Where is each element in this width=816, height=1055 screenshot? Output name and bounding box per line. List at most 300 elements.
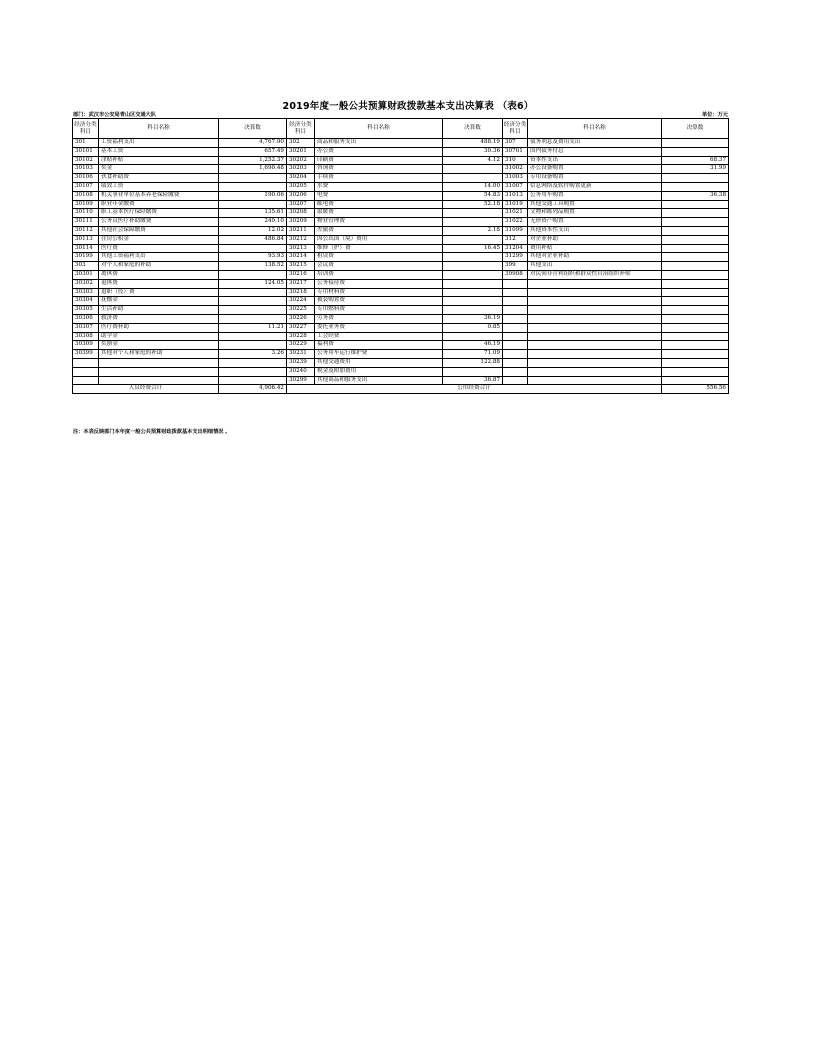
header-amount-1: 决算数 <box>219 119 287 139</box>
cell-amount <box>662 306 729 315</box>
cell-name: 其他工资福利支出 <box>99 253 219 262</box>
cell-amount <box>662 200 729 209</box>
cell-code: 303 <box>73 262 99 271</box>
cell-name: 办公设备购置 <box>528 165 662 174</box>
cell-amount: 36.19 <box>443 314 503 323</box>
cell-amount <box>662 297 729 306</box>
cell-code: 30201 <box>287 147 315 156</box>
cell-amount: 138.52 <box>219 262 287 271</box>
cell-amount: 4.12 <box>443 156 503 165</box>
cell-amount <box>443 306 503 315</box>
cell-code: 30101 <box>73 147 99 156</box>
public-total-value: 556.56 <box>662 385 729 394</box>
cell-amount: 36.38 <box>662 191 729 200</box>
cell-name: 离休费 <box>99 270 219 279</box>
table-row <box>73 270 729 279</box>
personnel-total-value: 4,906.42 <box>219 385 287 394</box>
table-row <box>73 358 729 367</box>
cell-amount: 190.06 <box>219 191 287 200</box>
cell-amount <box>662 174 729 183</box>
cell-code: 399 <box>503 262 528 271</box>
table-row <box>73 226 729 235</box>
cell-code: 302 <box>287 139 315 148</box>
cell-name: 抚恤金 <box>99 297 219 306</box>
unit-label: 单位：万元 <box>702 112 728 118</box>
cell-code: 31013 <box>503 191 528 200</box>
cell-code: 31021 <box>503 209 528 218</box>
cell-name: 职业年金缴费 <box>99 200 219 209</box>
cell-amount: 52.18 <box>443 200 503 209</box>
cell-name: 国内债务付息 <box>528 147 662 156</box>
table-row <box>73 218 729 227</box>
cell-code <box>503 358 528 367</box>
cell-name <box>528 297 662 306</box>
cell-amount <box>219 367 287 376</box>
table-row <box>73 156 729 165</box>
table-row <box>73 350 729 359</box>
cell-code: 30205 <box>287 182 315 191</box>
cell-code: 30202 <box>287 156 315 165</box>
cell-amount: 1,252.37 <box>219 156 287 165</box>
cell-amount: 14.00 <box>443 182 503 191</box>
cell-name: 生活补助 <box>99 306 219 315</box>
cell-name <box>528 367 662 376</box>
cell-name: 无形资产购置 <box>528 218 662 227</box>
cell-amount <box>662 139 729 148</box>
table-header-row <box>73 119 729 139</box>
table-row <box>73 235 729 244</box>
cell-amount: 30.36 <box>443 147 503 156</box>
table-row <box>73 200 729 209</box>
cell-code: 30228 <box>287 332 315 341</box>
cell-name <box>528 358 662 367</box>
cell-amount <box>219 332 287 341</box>
cell-code: 30240 <box>287 367 315 376</box>
cell-code: 30302 <box>73 279 99 288</box>
cell-name: 专用设备购置 <box>528 174 662 183</box>
cell-code: 30102 <box>73 156 99 165</box>
cell-name: 手续费 <box>315 174 443 183</box>
cell-name <box>528 376 662 385</box>
cell-amount: 486.84 <box>219 235 287 244</box>
cell-amount: 31.99 <box>662 165 729 174</box>
cell-name: 福利费 <box>315 341 443 350</box>
table-row <box>73 191 729 200</box>
cell-name: 其他交通费用 <box>315 358 443 367</box>
cell-name: 商品和服务支出 <box>315 139 443 148</box>
cell-code: 30112 <box>73 226 99 235</box>
cell-code: 30107 <box>73 182 99 191</box>
table-row <box>73 165 729 174</box>
cell-name: 租赁费 <box>315 253 443 262</box>
cell-name: 其他交通工具购置 <box>528 200 662 209</box>
cell-name: 对个人和家庭的补助 <box>99 262 219 271</box>
cell-amount <box>219 182 287 191</box>
cell-amount <box>662 341 729 350</box>
cell-amount <box>219 200 287 209</box>
cell-amount <box>662 244 729 253</box>
cell-amount: 93.93 <box>219 253 287 262</box>
cell-name: 其他支出 <box>528 262 662 271</box>
cell-name <box>99 358 219 367</box>
cell-code: 31299 <box>503 253 528 262</box>
cell-name: 奖金 <box>99 165 219 174</box>
cell-code: 30213 <box>287 244 315 253</box>
cell-name: 其他对个人和家庭的补助 <box>99 350 219 359</box>
cell-name: 公务接待费 <box>315 279 443 288</box>
cell-amount <box>662 235 729 244</box>
cell-name: 其他社会保障缴费 <box>99 226 219 235</box>
table-body <box>73 139 729 385</box>
cell-name: 取暖费 <box>315 209 443 218</box>
cell-amount: 4,767.90 <box>219 139 287 148</box>
cell-code: 30304 <box>73 297 99 306</box>
cell-code: 30225 <box>287 306 315 315</box>
cell-code: 30231 <box>287 350 315 359</box>
cell-amount <box>443 288 503 297</box>
cell-code: 30214 <box>287 253 315 262</box>
cell-code <box>503 306 528 315</box>
cell-name <box>528 341 662 350</box>
table-row <box>73 288 729 297</box>
header-amount-3: 决算数 <box>662 119 729 139</box>
table-row <box>73 244 729 253</box>
cell-amount: 249.10 <box>219 218 287 227</box>
cell-amount: 1,690.48 <box>219 165 287 174</box>
cell-amount <box>219 244 287 253</box>
cell-name <box>528 350 662 359</box>
cell-code: 30103 <box>73 165 99 174</box>
header-code-3: 经济分类科目 <box>503 119 528 139</box>
cell-name: 印刷费 <box>315 156 443 165</box>
header-amount-2: 决算数 <box>443 119 503 139</box>
cell-code: 30110 <box>73 209 99 218</box>
cell-code: 30305 <box>73 306 99 315</box>
cell-name: 资本性支出 <box>528 156 662 165</box>
cell-name: 物业管理费 <box>315 218 443 227</box>
cell-amount <box>662 367 729 376</box>
cell-amount <box>443 279 503 288</box>
cell-code: 30211 <box>287 226 315 235</box>
cell-amount: 71.09 <box>443 350 503 359</box>
cell-code: 30303 <box>73 288 99 297</box>
cell-amount <box>443 367 503 376</box>
cell-name: 公务员医疗补助缴费 <box>99 218 219 227</box>
table-row <box>73 253 729 262</box>
cell-code: 30299 <box>287 376 315 385</box>
cell-name: 电费 <box>315 191 443 200</box>
cell-name: 伙食补助费 <box>99 174 219 183</box>
cell-code: 31019 <box>503 200 528 209</box>
cell-name: 公务用车购置 <box>528 191 662 200</box>
cell-amount <box>443 262 503 271</box>
cell-code <box>503 323 528 332</box>
cell-code <box>503 367 528 376</box>
cell-code <box>73 358 99 367</box>
cell-name: 费用补贴 <box>528 244 662 253</box>
cell-name: 信息网络及软件购置更新 <box>528 182 662 191</box>
cell-code: 30308 <box>73 332 99 341</box>
cell-name: 维修（护）费 <box>315 244 443 253</box>
cell-amount <box>219 314 287 323</box>
cell-code: 30227 <box>287 323 315 332</box>
cell-amount: 12.02 <box>219 226 287 235</box>
cell-amount <box>219 358 287 367</box>
cell-code: 30108 <box>73 191 99 200</box>
cell-code: 30206 <box>287 191 315 200</box>
cell-amount: 54.83 <box>443 191 503 200</box>
cell-name: 退休费 <box>99 279 219 288</box>
cell-amount <box>219 297 287 306</box>
cell-name: 邮电费 <box>315 200 443 209</box>
cell-code: 30217 <box>287 279 315 288</box>
cell-code <box>503 279 528 288</box>
cell-amount <box>662 182 729 191</box>
table-row <box>73 367 729 376</box>
header-name-3: 科目名称 <box>528 119 662 139</box>
cell-amount <box>662 358 729 367</box>
cell-amount <box>662 314 729 323</box>
cell-code: 30113 <box>73 235 99 244</box>
cell-amount <box>443 218 503 227</box>
cell-code: 307 <box>503 139 528 148</box>
cell-name: 公务用车运行维护费 <box>315 350 443 359</box>
cell-amount: 46.19 <box>443 341 503 350</box>
personnel-total-label: 人员经费合计 <box>73 385 219 394</box>
header-name-1: 科目名称 <box>99 119 219 139</box>
cell-code: 30212 <box>287 235 315 244</box>
cell-name: 其他商品和服务支出 <box>315 376 443 385</box>
cell-code: 30218 <box>287 288 315 297</box>
cell-code: 30106 <box>73 174 99 183</box>
cell-code: 30307 <box>73 323 99 332</box>
cell-amount <box>443 165 503 174</box>
cell-amount <box>662 226 729 235</box>
cell-code: 30114 <box>73 244 99 253</box>
cell-amount: 488.19 <box>443 139 503 148</box>
cell-name <box>528 332 662 341</box>
cell-amount <box>443 297 503 306</box>
totals-row <box>73 385 729 394</box>
cell-name: 水费 <box>315 182 443 191</box>
cell-code: 30204 <box>287 174 315 183</box>
header-name-2: 科目名称 <box>315 119 443 139</box>
footnote: 注：本表反映部门本年度一般公共预算财政拨款基本支出明细情况 。 <box>73 429 231 435</box>
cell-amount <box>662 288 729 297</box>
cell-name: 被装购置费 <box>315 297 443 306</box>
cell-name: 救济费 <box>99 314 219 323</box>
cell-name <box>528 288 662 297</box>
cell-code: 30111 <box>73 218 99 227</box>
cell-code: 30208 <box>287 209 315 218</box>
cell-name: 职工基本医疗保险缴费 <box>99 209 219 218</box>
cell-amount: 122.88 <box>443 358 503 367</box>
cell-name: 住房公积金 <box>99 235 219 244</box>
cell-code: 30239 <box>287 358 315 367</box>
cell-code: 30109 <box>73 200 99 209</box>
cell-name: 助学金 <box>99 332 219 341</box>
cell-amount <box>443 253 503 262</box>
cell-amount <box>443 235 503 244</box>
header-code-2: 经济分类科目 <box>287 119 315 139</box>
cell-code: 30399 <box>73 350 99 359</box>
cell-amount: 135.61 <box>219 209 287 218</box>
cell-name: 因公出国（境）费用 <box>315 235 443 244</box>
cell-amount: 124.05 <box>219 279 287 288</box>
cell-name: 专用燃料费 <box>315 306 443 315</box>
cell-amount <box>662 332 729 341</box>
cell-code <box>73 376 99 385</box>
cell-name: 对企业补助 <box>528 235 662 244</box>
cell-name: 对民间非营利组织和群众性自治组织补贴 <box>528 270 662 279</box>
cell-amount <box>662 323 729 332</box>
cell-name <box>528 314 662 323</box>
cell-name: 工资福利支出 <box>99 139 219 148</box>
cell-code: 30229 <box>287 341 315 350</box>
table-row <box>73 139 729 148</box>
cell-name <box>528 306 662 315</box>
cell-amount <box>443 270 503 279</box>
cell-name: 医疗费补助 <box>99 323 219 332</box>
cell-amount: 16.45 <box>443 244 503 253</box>
table-row <box>73 323 729 332</box>
cell-name: 劳务费 <box>315 314 443 323</box>
cell-code <box>503 332 528 341</box>
cell-amount: 3.26 <box>219 350 287 359</box>
cell-code: 39908 <box>503 270 528 279</box>
cell-code <box>503 297 528 306</box>
cell-name: 文物和陈列品购置 <box>528 209 662 218</box>
cell-amount <box>443 332 503 341</box>
cell-code: 30207 <box>287 200 315 209</box>
cell-name: 退职（役）费 <box>99 288 219 297</box>
table-row <box>73 209 729 218</box>
cell-code: 310 <box>503 156 528 165</box>
cell-code: 30209 <box>287 218 315 227</box>
cell-code: 31204 <box>503 244 528 253</box>
cell-amount <box>219 288 287 297</box>
cell-code: 30215 <box>287 262 315 271</box>
cell-code: 301 <box>73 139 99 148</box>
cell-amount <box>662 270 729 279</box>
cell-amount <box>662 350 729 359</box>
cell-code: 30301 <box>73 270 99 279</box>
cell-code: 30224 <box>287 297 315 306</box>
cell-code <box>503 288 528 297</box>
cell-name: 税金及附加费用 <box>315 367 443 376</box>
table-row <box>73 306 729 315</box>
cell-code: 30203 <box>287 165 315 174</box>
cell-name: 培训费 <box>315 270 443 279</box>
cell-amount <box>662 376 729 385</box>
cell-name: 其他对企业补助 <box>528 253 662 262</box>
cell-amount <box>662 262 729 271</box>
cell-amount <box>443 209 503 218</box>
cell-code: 31003 <box>503 174 528 183</box>
cell-amount <box>219 306 287 315</box>
table-row <box>73 174 729 183</box>
cell-code: 312 <box>503 235 528 244</box>
page-title: 2019年度一般公共预算财政拨款基本支出决算表 （表6） <box>282 101 534 112</box>
cell-name: 绩效工资 <box>99 182 219 191</box>
cell-name: 委托业务费 <box>315 323 443 332</box>
cell-name <box>528 323 662 332</box>
table-row <box>73 262 729 271</box>
table-row <box>73 297 729 306</box>
table-row <box>73 341 729 350</box>
cell-name: 奖励金 <box>99 341 219 350</box>
cell-code: 30226 <box>287 314 315 323</box>
cell-name: 其他资本性支出 <box>528 226 662 235</box>
cell-amount <box>443 174 503 183</box>
cell-code: 30701 <box>503 147 528 156</box>
cell-amount: 657.49 <box>219 147 287 156</box>
cell-name: 医疗费 <box>99 244 219 253</box>
table-row <box>73 279 729 288</box>
cell-name: 工会经费 <box>315 332 443 341</box>
table-row <box>73 147 729 156</box>
cell-code <box>73 367 99 376</box>
cell-name <box>99 376 219 385</box>
cell-amount: 68.37 <box>662 156 729 165</box>
table-row <box>73 182 729 191</box>
cell-name: 津贴补贴 <box>99 156 219 165</box>
cell-code: 31022 <box>503 218 528 227</box>
cell-name: 专用材料费 <box>315 288 443 297</box>
cell-code: 30216 <box>287 270 315 279</box>
cell-name: 办公费 <box>315 147 443 156</box>
cell-amount <box>662 147 729 156</box>
cell-amount: 36.87 <box>443 376 503 385</box>
table-row <box>73 376 729 385</box>
cell-code: 30199 <box>73 253 99 262</box>
cell-name: 债务利息及费用支出 <box>528 139 662 148</box>
cell-code: 30309 <box>73 341 99 350</box>
department-label: 部门：武汉市公安局青山区交通大队 <box>73 112 157 118</box>
cell-amount <box>219 341 287 350</box>
public-total-label: 公用经费合计 <box>287 385 662 394</box>
cell-code: 31002 <box>503 165 528 174</box>
header-code-1: 经济分类科目 <box>73 119 99 139</box>
cell-name: 咨询费 <box>315 165 443 174</box>
cell-name <box>99 367 219 376</box>
table-row <box>73 332 729 341</box>
cell-amount <box>662 253 729 262</box>
cell-amount <box>219 174 287 183</box>
cell-name <box>528 279 662 288</box>
cell-amount <box>662 218 729 227</box>
cell-amount <box>662 209 729 218</box>
cell-code: 30306 <box>73 314 99 323</box>
cell-name: 机关事业单位基本养老保险缴费 <box>99 191 219 200</box>
table-row <box>73 314 729 323</box>
cell-amount: 2.18 <box>443 226 503 235</box>
cell-code: 31007 <box>503 182 528 191</box>
cell-amount <box>219 376 287 385</box>
cell-code: 31099 <box>503 226 528 235</box>
cell-amount: 0.85 <box>443 323 503 332</box>
cell-name: 基本工资 <box>99 147 219 156</box>
cell-code <box>503 350 528 359</box>
cell-code <box>503 376 528 385</box>
cell-name: 会议费 <box>315 262 443 271</box>
cell-code <box>503 314 528 323</box>
cell-amount <box>662 279 729 288</box>
cell-amount: 11.21 <box>219 323 287 332</box>
cell-name: 差旅费 <box>315 226 443 235</box>
cell-code <box>503 341 528 350</box>
expenditure-table <box>72 118 729 394</box>
